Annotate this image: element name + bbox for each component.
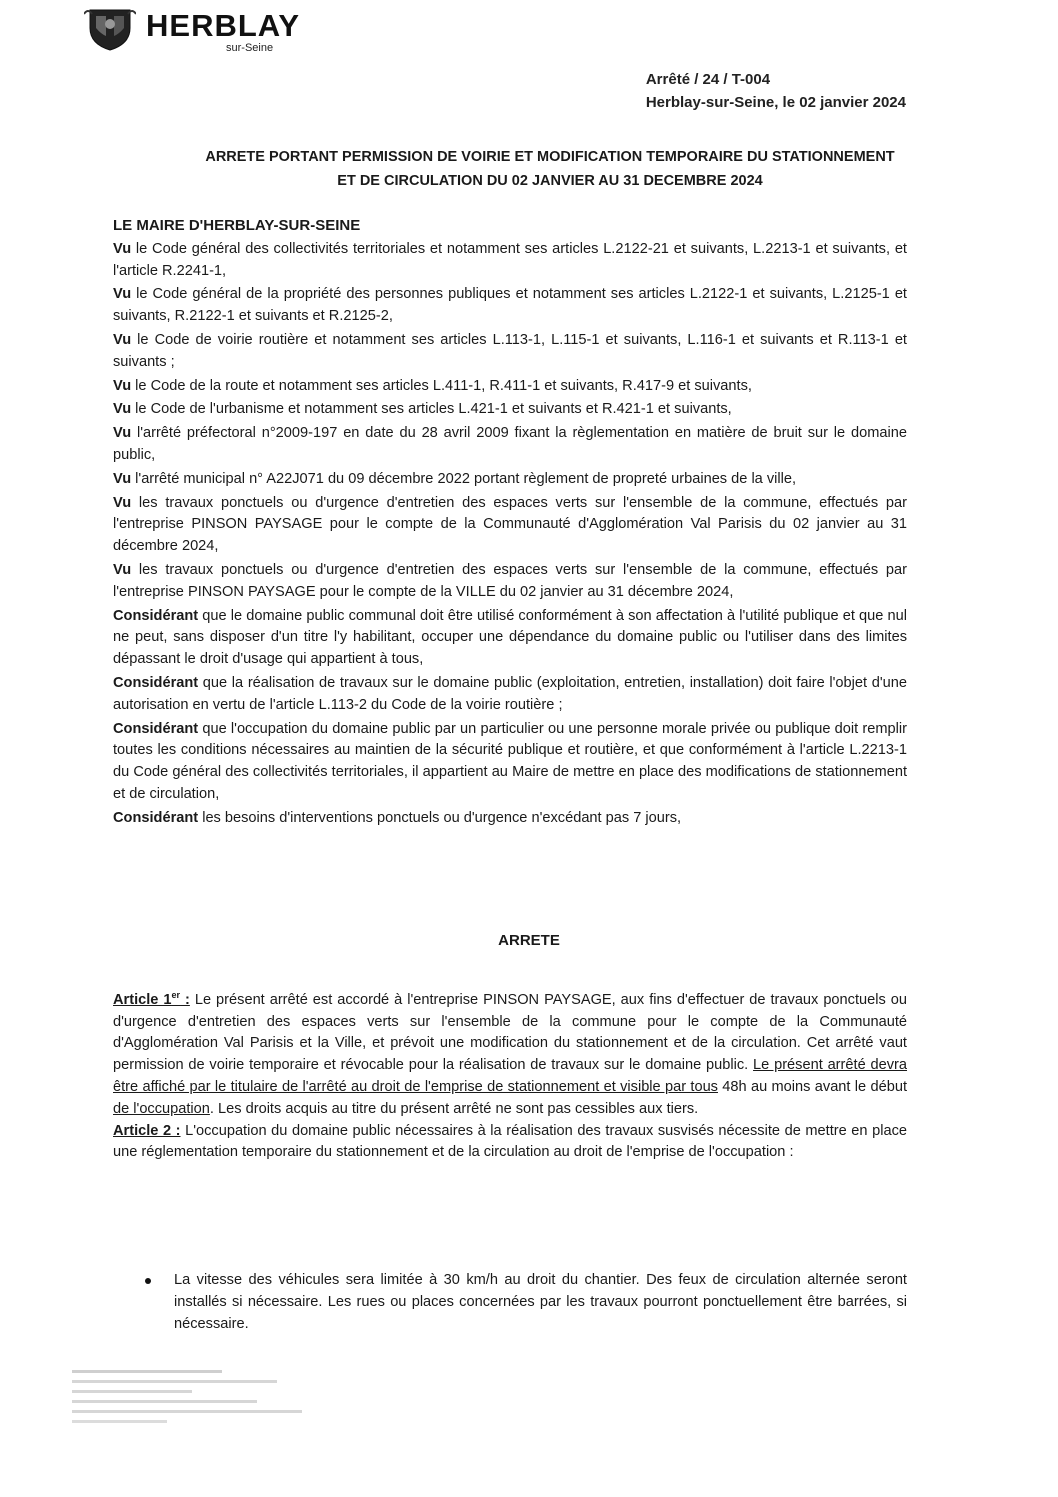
vu-list [113, 239, 907, 830]
coat-of-arms-icon [84, 6, 136, 52]
article-2 [113, 1121, 907, 1165]
address-footer [72, 1368, 312, 1432]
bullet-item: La vitesse des véhicules sera limitée à 30 km/h au droit du chantier. Des feux de circulation alternée seront installés si nécessaire. Les rues ou places concernées par les travaux pourront ponctuellement être barrées, si nécessaire. [174, 1272, 907, 1332]
bullet-icon [145, 1278, 151, 1284]
article-1-text-a: Le présent arrêté est accordé à l'entreprise PINSON PAYSAGE, aux fins d'effectuer de travaux ponctuels ou d'urgence d'entretien des espaces verts sur l'ensemble de la commune pour le compte de la Communauté d'Agglomération Val Parisis et la Ville, et prévoit une modification du stationnement et de la circulation. Cet arrêté vaut permission de voirie temporaire et révocable pour la réalisation de travaux sur le domaine public. [113, 991, 907, 1074]
article-1-underlined-2: de l'occupation [113, 1100, 210, 1117]
preamble-item-text: le Code de voirie routière et notamment ses articles L.113-1, L.115-1 et suivants, L.116-1 et suivants et R.113-1 et suivants ; [113, 331, 907, 370]
preamble-item-text: les travaux ponctuels ou d'urgence d'entretien des espaces verts sur l'ensemble de la commune, effectués par l'entreprise PINSON PAYSAGE pour le compte de la Communauté d'Agglomération Val Parisis du 02 janvier au 31 décembre 2024, [113, 494, 907, 555]
preamble [113, 215, 907, 832]
preamble-item-lead: Vu [113, 425, 132, 442]
preamble-item-lead: Vu [113, 494, 132, 511]
preamble-item [113, 719, 907, 806]
article-1-label: Article 1er : [113, 990, 190, 1008]
preamble-item [113, 560, 907, 604]
maire-heading: LE MAIRE D'HERBLAY-SUR-SEINE [113, 217, 361, 234]
article-1-text-c: . Les droits acquis au titre du présent arrêté ne sont pas cessibles aux tiers. [209, 1100, 699, 1117]
preamble-item [113, 493, 907, 558]
preamble-item-text: le Code de la route et notamment ses articles L.411-1, R.411-1 et suivants, R.417-9 et suivants, [131, 377, 752, 394]
preamble-item-text: l'arrêté préfectoral n°2009-197 en date du 28 avril 2009 fixant la règlementation en matière de bruit sur le domaine public, [113, 425, 907, 463]
preamble-item-lead: Vu [113, 286, 132, 303]
logo-subtitle: sur-Seine [226, 42, 274, 54]
preamble-item-text: que la réalisation de travaux sur le domaine public (exploitation, entretien, installation) doit faire l'objet d'une autorisation en vertu de l'article L.113-2 du Code de la voirie routière ; [113, 674, 907, 713]
place-date: Herblay-sur-Seine, le 02 janvier 2024 [645, 94, 906, 111]
preamble-item [113, 239, 907, 283]
preamble-item [113, 399, 907, 421]
preamble-item-text: l'arrêté municipal n° A22J071 du 09 décembre 2022 portant règlement de propreté urbaines de la ville, [131, 470, 797, 487]
city-logo [84, 6, 304, 54]
preamble-item [113, 808, 907, 830]
reference-block [646, 68, 906, 114]
arrete-reference: Arrêté / 24 / T-004 [645, 71, 771, 88]
preamble-item-text: le Code de l'urbanisme et notamment ses articles L.421-1 et suivants et R.421-1 et suivants, [131, 401, 732, 418]
preamble-item-lead: Vu [113, 331, 132, 348]
title-line-1: ARRETE PORTANT PERMISSION DE VOIRIE ET MODIFICATION TEMPORAIRE DU STATIONNEMENT [205, 149, 895, 165]
preamble-item [113, 673, 907, 717]
preamble-item-lead: Vu [113, 240, 132, 257]
preamble-item [113, 376, 907, 398]
faded-address-graphic [72, 1368, 312, 1430]
preamble-item-text: les besoins d'interventions ponctuels ou d'urgence n'excédant pas 7 jours, [198, 809, 682, 826]
preamble-item-text: le Code général des collectivités territoriales et notamment ses articles L.2122-21 et suivants, L.2213-1 et suivants, et l'article R.2241-1, [113, 240, 907, 279]
document-title [100, 145, 1000, 193]
preamble-item-lead: Vu [113, 561, 132, 578]
arrete-heading: ARRETE [498, 932, 560, 949]
preamble-item-lead: Vu [113, 401, 132, 418]
article-2-label: Article 2 : [113, 1122, 181, 1139]
preamble-item-lead: Vu [113, 377, 132, 394]
preamble-item-lead: Considérant [113, 809, 199, 826]
preamble-item-lead: Vu [113, 470, 132, 487]
preamble-item [113, 284, 907, 328]
preamble-item [113, 330, 907, 374]
preamble-item-text: le Code général de la propriété des personnes publiques et notamment ses articles L.2122-1 et suivants, L.2125-1 et suivants, R.2122-1 et suivants et R.2125-2, [113, 286, 907, 325]
title-line-2: ET DE CIRCULATION DU 02 JANVIER AU 31 DECEMBRE 2024 [337, 173, 763, 189]
preamble-item [113, 606, 907, 671]
logo-wordmark: HERBLAY [146, 8, 300, 43]
preamble-item-text: les travaux ponctuels ou d'urgence d'entretien des espaces verts sur l'ensemble de la commune, effectués par l'entreprise PINSON PAYSAGE pour le compte de la VILLE du 02 janvier au 31 décembre 2024, [113, 561, 907, 600]
preamble-item-text: que l'occupation du domaine public par un particulier ou une personne morale privée ou publique doit remplir toutes les conditions nécessaires au maintien de la sécurité publique et routière, et que conformément à l'article L.2213-1 du Code général des collectivités territoriales, il appartient au Maire de mettre en place des modifications de stationnement et de circulation, [113, 720, 907, 802]
preamble-item [113, 423, 907, 467]
article-2-text: L'occupation du domaine public nécessaires à la réalisation des travaux susvisés nécessite de mettre en place une réglementation temporaire du stationnement et de la circulation au droit de l'emprise de l'occupation : [113, 1122, 907, 1161]
articles [113, 985, 907, 1164]
article-1-text-b: 48h au moins avant le début [717, 1079, 907, 1096]
preamble-item-text: que le domaine public communal doit être utilisé conformément à son affectation à l'utilité publique et que nul ne peut, sans disposer d'un titre l'y habilitant, occuper une dépendance du domaine public ou l'utiliser dans des limites dépassant le droit d'usage qui appartient à tous, [113, 607, 907, 668]
article-1 [113, 985, 907, 1121]
preamble-item-lead: Considérant [113, 674, 199, 691]
preamble-item-lead: Considérant [113, 607, 199, 624]
bullet-list [145, 1270, 907, 1335]
preamble-item [113, 469, 907, 491]
article-1-underlined: Le présent arrêté devra être affiché par le titulaire de l'arrêté au droit de l'emprise de stationnement et visible par tous [113, 1057, 908, 1096]
preamble-item-lead: Considérant [113, 720, 199, 737]
